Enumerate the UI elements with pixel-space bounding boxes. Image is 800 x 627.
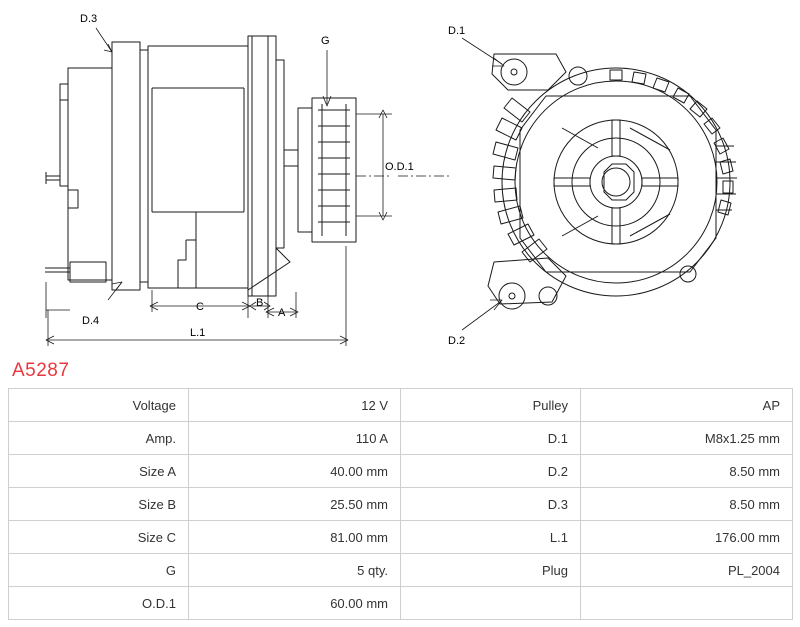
label-c: C <box>196 301 204 313</box>
spec-label: Plug <box>401 554 581 587</box>
spec-value: 5 qty. <box>189 554 401 587</box>
table-row <box>9 488 793 521</box>
table-row <box>9 389 793 422</box>
spec-label: Voltage <box>9 389 189 422</box>
label-d4: D.4 <box>82 315 100 327</box>
spec-value: AP <box>581 389 793 422</box>
label-d3: D.3 <box>80 13 98 25</box>
table-row <box>9 587 793 620</box>
label-od1: O.D.1 <box>385 161 414 173</box>
table-row <box>9 422 793 455</box>
label-g: G <box>321 35 330 47</box>
spec-value: 8.50 mm <box>581 455 793 488</box>
spec-value: 176.00 mm <box>581 521 793 554</box>
label-d1: D.1 <box>448 25 466 37</box>
spec-label: Size A <box>9 455 189 488</box>
label-a: A <box>278 307 286 319</box>
spec-value: M8x1.25 mm <box>581 422 793 455</box>
page-title: A5287 <box>12 360 70 381</box>
spec-label: G <box>9 554 189 587</box>
table-row <box>9 554 793 587</box>
label-l1: L.1 <box>190 327 206 339</box>
spec-value: 12 V <box>189 389 401 422</box>
spec-value: 110 A <box>189 422 401 455</box>
spec-value: 40.00 mm <box>189 455 401 488</box>
spec-label: D.1 <box>401 422 581 455</box>
spec-value: 81.00 mm <box>189 521 401 554</box>
spec-label: L.1 <box>401 521 581 554</box>
table-row <box>9 455 793 488</box>
specification-table <box>8 388 793 620</box>
spec-label: Size C <box>9 521 189 554</box>
spec-value: 25.50 mm <box>189 488 401 521</box>
spec-value: PL_2004 <box>581 554 793 587</box>
label-b: B <box>256 297 264 309</box>
spec-label: D.2 <box>401 455 581 488</box>
label-d2: D.2 <box>448 335 466 347</box>
spec-label: D.3 <box>401 488 581 521</box>
table-row <box>9 521 793 554</box>
spec-label: Pulley <box>401 389 581 422</box>
spec-label-empty <box>401 587 581 620</box>
spec-value: 60.00 mm <box>189 587 401 620</box>
spec-value-empty <box>581 587 793 620</box>
spec-value: 8.50 mm <box>581 488 793 521</box>
spec-label: Amp. <box>9 422 189 455</box>
spec-label: Size B <box>9 488 189 521</box>
spec-label: O.D.1 <box>9 587 189 620</box>
